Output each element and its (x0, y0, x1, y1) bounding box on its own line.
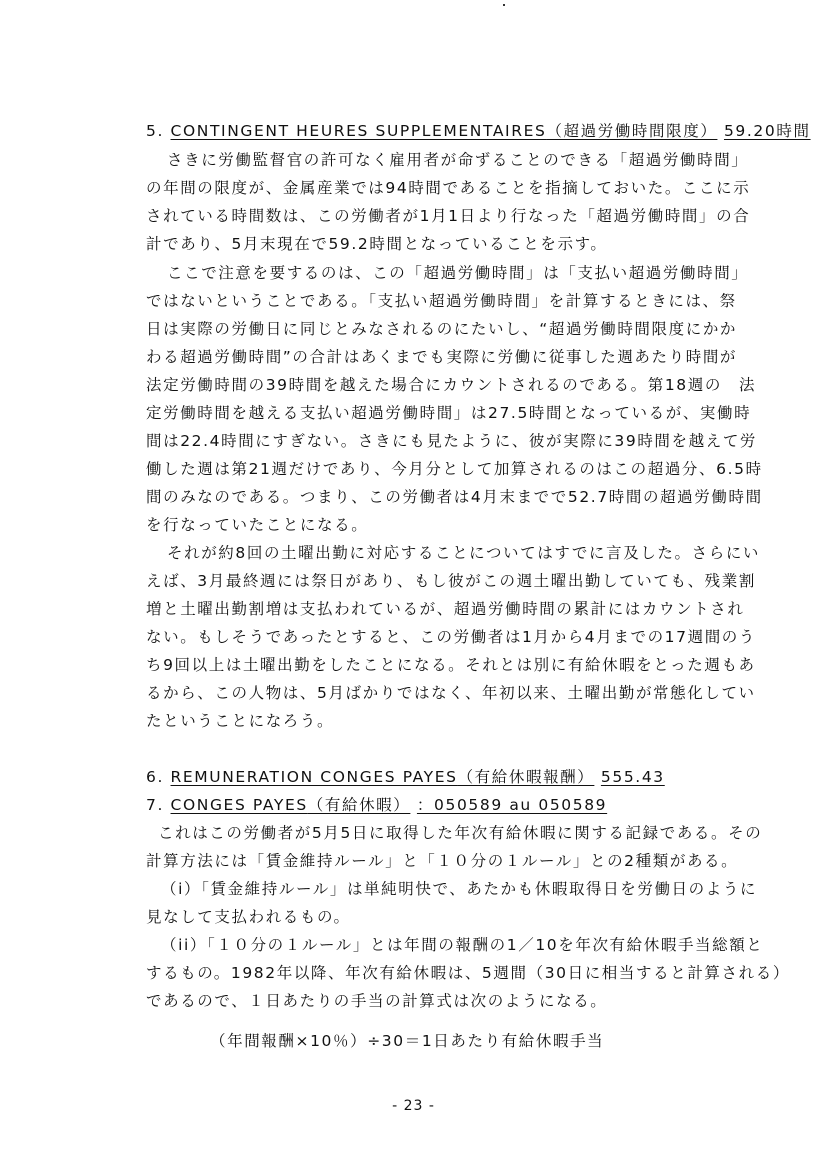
section6-value: 555.43 (600, 768, 665, 786)
section5-heading-jp: （超過労働時間限度） (546, 122, 718, 140)
section5-line-6: ではないということである。「支払い超過労働時間」を計算するときには、祭 (146, 292, 737, 310)
section6-number: 6. (146, 768, 164, 786)
section5-line-20: るから、この人物は、5月ばかりではなく、年初以来、土曜出勤が常態化してい (146, 684, 756, 702)
section5-line-13: 間のみなのである。つまり、この労働者は4月末までで52.7時間の超過労働時間 (146, 488, 763, 506)
section5-line-3: されている時間数は、この労働者が1月1日より行なった「超過労働時間」の合 (146, 207, 751, 225)
section7-value: ：050589 au 050589 (416, 796, 608, 814)
section5-line-4: 計であり、5月末現在で59.2時間となっていることを示す。 (146, 235, 608, 253)
section5-line-11: 間は22.4時間にすぎない。さきにも見たように、彼が実際に39時間を越えて労 (146, 432, 758, 450)
section5-line-12: 働した週は第21週だけであり、今月分として加算されるのはこの超過分、6.5時 (146, 460, 763, 478)
section5-heading (146, 121, 811, 141)
section7-heading-jp: （有給休暇） (307, 796, 411, 814)
section5-line-2: の年間の限度が、金属産業では94時間であることを指摘しておいた。ここに示 (146, 179, 751, 197)
section5-line-16: えば、3月最終週には祭日があり、もし彼がこの週土曜出勤していても、残業割 (146, 572, 756, 590)
section7-line-7: であるので、１日あたりの手当の計算式は次のようになる。 (146, 992, 608, 1010)
section5-line-5: ここで注意を要するのは、この「超過労働時間」は「支払い超過労働時間」 (167, 264, 749, 282)
section5-value: 59.20時間 (723, 122, 811, 140)
section5-line-21: たということになろう。 (146, 712, 335, 730)
section7-line-5: （ii）「１０分の１ルール」とは年間の報酬の1／10を年次有給休暇手当総額と (161, 936, 764, 954)
section7-number: 7. (146, 796, 164, 814)
section7-heading (146, 795, 607, 815)
section5-line-17: 増と土曜出勤割増は支払われているが、超過労働時間の累計にはカウントされ (146, 600, 745, 618)
section6-heading (146, 767, 665, 787)
section5-number: 5. (146, 122, 164, 140)
section5-line-10: 定労働時間を越える支払い超過労働時間」は27.5時間となっているが、実働時 (146, 404, 752, 422)
section7-line-3: （i）「賃金維持ルール」は単純明快で、あたかも休暇取得日を労働日のように (161, 880, 758, 898)
scan-speck (503, 4, 505, 6)
formula: （年間報酬×10％）÷30＝1日あたり有給休暇手当 (210, 1032, 605, 1050)
section5-line-7: 日は実際の労働日に同じとみなされるのにたいし、“超過労働時間限度にかか (146, 320, 738, 338)
section5-heading-fr: CONTINGENT HEURES SUPPLEMENTAIRES (170, 122, 547, 140)
section7-heading-fr: CONGES PAYES (170, 796, 308, 814)
section7-line-4: 見なして支払われるもの。 (146, 908, 351, 926)
section5-line-18: ない。もしそうであったとすると、この労働者は1月から4月までの17週間のう (146, 628, 756, 646)
section5-line-19: ち9回以上は土曜出勤をしたことになる。それとは別に有給休暇をとった週もあ (146, 656, 756, 674)
section7-line-6: するもの。1982年以降、年次有給休暇は、5週間（30日に相当すると計算される） (146, 964, 790, 982)
section5-line-9: 法定労働時間の39時間を越えた場合にカウントされるのである。第18週の 法 (146, 376, 757, 394)
section5-line-14: を行なっていたことになる。 (146, 516, 369, 534)
section7-line-1: これはこの労働者が5月5日に取得した年次有給休暇に関する記録である。その (158, 824, 763, 842)
page-number: - 23 - (392, 1098, 435, 1114)
section5-line-8: わる超過労働時間”の合計はあくまでも実際に労働に従事した週あたり時間が (146, 348, 738, 366)
section5-line-1: さきに労働監督官の許可なく雇用者が命ずることのできる「超過労働時間」 (167, 151, 749, 169)
section6-heading-jp: （有給休暇報酬） (457, 768, 595, 786)
section5-line-15: それが約8回の土曜出勤に対応することについてはすでに言及した。さらにい (167, 544, 761, 562)
section7-line-2: 計算方法には「賃金維持ルール」と「１０分の１ルール」との2種類がある。 (146, 852, 739, 870)
section6-heading-fr: REMUNERATION CONGES PAYES (170, 768, 458, 786)
